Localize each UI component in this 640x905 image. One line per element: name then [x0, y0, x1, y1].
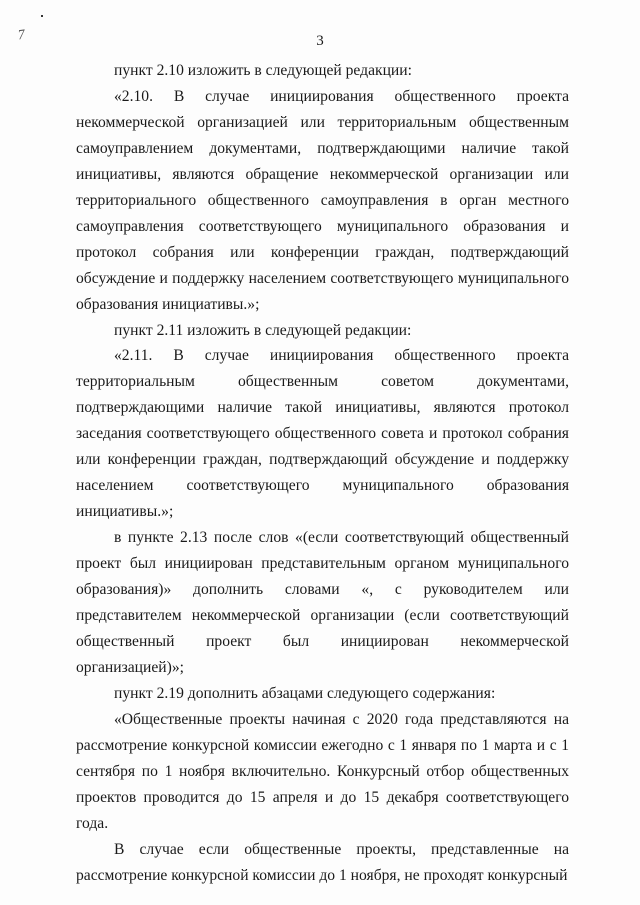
paragraph-2-19-intro: пункт 2.19 дополнить абзацами следующего содержания:: [114, 684, 496, 702]
page-number: 3: [316, 33, 324, 49]
handwritten-margin-mark: 7: [16, 27, 26, 44]
paragraph-2-11-text: «2.11. В случае инициирования общественного проекта территориальным общественным советом документами, подтверждающими наличие такой инициативы, являются протокол заседания соответствующего общественного совета и протокол собрания или конференции граждан, подтверждающий обсуждение и поддержку населением соответствующего муниципального образования инициативы.»;: [76, 347, 569, 521]
paragraph-2-13-amendment: в пункте 2.13 после слов «(если соответствующий общественный проект был инициирован представительным органом муниципального образования)» дополнить словами «, с руководителем или представителем некоммерческой организации (если соответствующий общественный проект был инициирован некоммерческой организацией)»;: [76, 529, 569, 676]
paragraph-2-11-intro: пункт 2.11 изложить в следующей редакции:: [114, 321, 412, 339]
scan-speck: [41, 15, 43, 17]
paragraph-2-10-text: «2.10. В случае инициирования общественного проекта некоммерческой организацией или территориальным общественным самоуправлением документами, подтверждающими наличие такой инициативы, являются обращение некоммерческой организации или территориального общественного самоуправления в орган местного самоуправления соответствующего муниципального образования и протокол собрания или конференции граждан, подтверждающий обсуждение и поддержку населением соответствующего муниципального образования инициативы.»;: [76, 87, 569, 313]
paragraph-2-10-intro: пункт 2.10 изложить в следующей редакции:: [114, 62, 412, 79]
paragraph-2-19-continuation: В случае если общественные проекты, представленные на рассмотрение конкурсной комиссии до 1 ноября, не проходят конкурсный: [76, 840, 569, 884]
document-body: [76, 58, 569, 889]
paragraph-2-19-text: «Общественные проекты начиная с 2020 года представляются на рассмотрение конкурсной комиссии ежегодно с 1 января по 1 марта и с 1 сентября по 1 ноября включительно. Конкурсный отбор общественных проектов проводится до 15 апреля и до 15 декабря соответствующего года.: [76, 710, 569, 832]
